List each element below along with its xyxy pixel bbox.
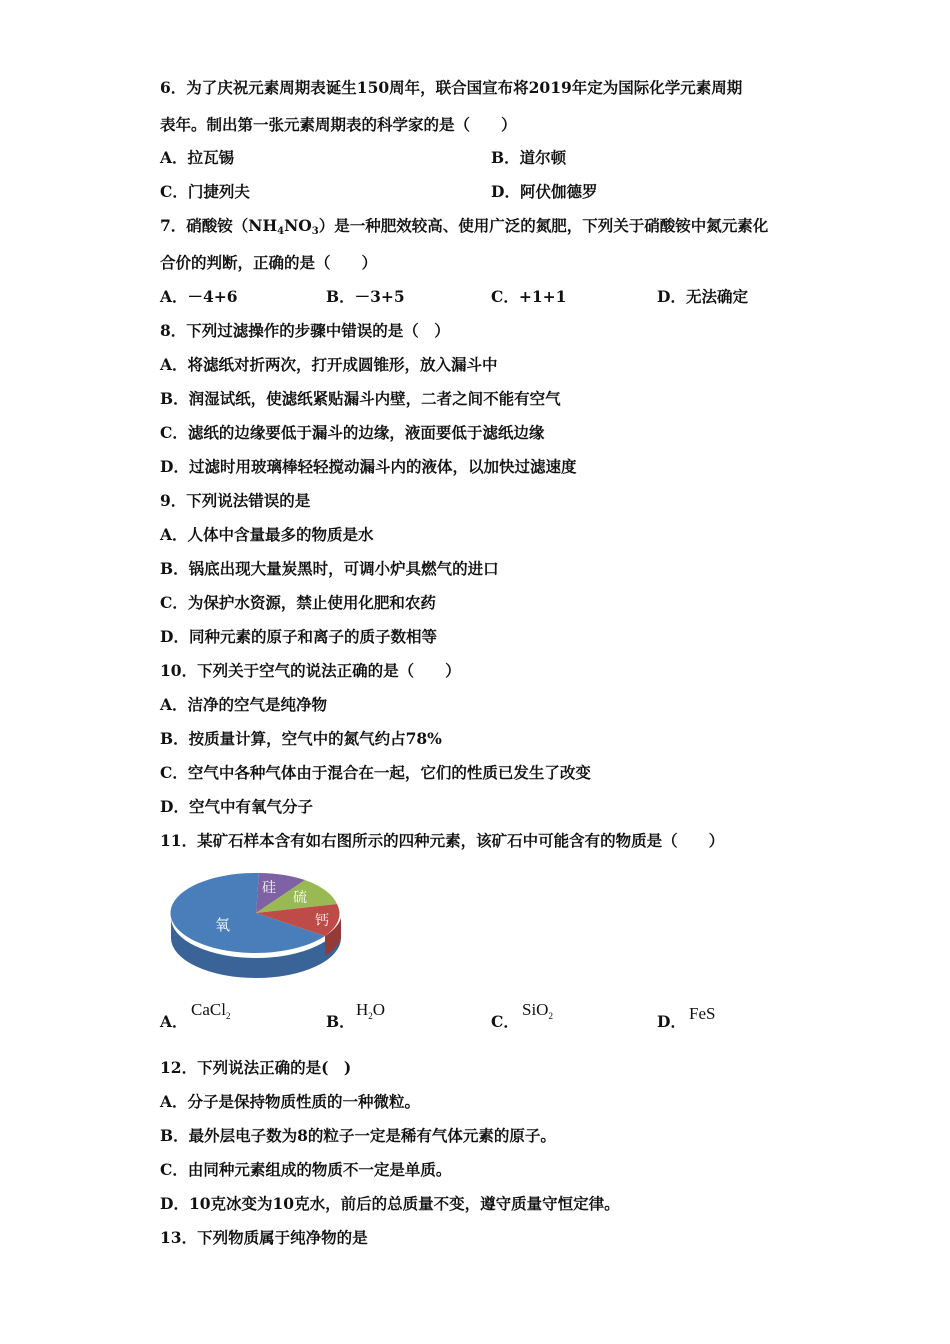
q7-option-c: C．+1+1 (491, 287, 567, 306)
q11-option-b-text-pre: H (356, 1000, 369, 1019)
q12-option-b: B．最外层电子数为8的粒子一定是稀有气体元素的原子。 (160, 1126, 556, 1145)
q11-option-b-sub: 2 (368, 1011, 373, 1021)
q12-option-a: A．分子是保持物质性质的一种微粒。 (160, 1092, 421, 1111)
q7-stem-pre: 7．硝酸铵（NH (160, 216, 278, 235)
q8-option-a: A．将滤纸对折两次，打开成圆锥形，放入漏斗中 (160, 355, 498, 374)
q11-option-b-text-post: O (372, 1000, 386, 1019)
q12-option-d: D．10克冰变为10克水，前后的总质量不变，遵守质量守恒定律。 (160, 1194, 620, 1213)
q11-option-a-letter: A． (160, 1012, 188, 1031)
q11-option-c-sub: 2 (548, 1011, 553, 1021)
q10-option-b: B．按质量计算，空气中的氮气约占78% (160, 729, 442, 748)
pie-label-calcium: 钙 (315, 913, 329, 929)
q11-option-d-letter: D． (657, 1012, 686, 1031)
pie-label-silicon: 硅 (262, 880, 276, 896)
q8-option-c: C．滤纸的边缘要低于漏斗的边缘，液面要低于滤纸边缘 (160, 423, 545, 442)
q6-option-a: A．拉瓦锡 (160, 148, 235, 167)
q7-stem-post: ）是一种肥效较高、使用广泛的氮肥，下列关于硝酸铵中氮元素化 (318, 216, 769, 235)
q11-option-c-letter: C． (491, 1012, 519, 1031)
q10-option-a: A．洁净的空气是纯净物 (160, 695, 328, 714)
q9-option-a: A．人体中含量最多的物质是水 (160, 525, 374, 544)
q10-stem: 10．下列关于空气的说法正确的是（ ） (160, 661, 461, 680)
q6-option-d: D．阿伏伽德罗 (491, 182, 598, 201)
q11-option-c-text: SiO (522, 1000, 549, 1019)
q11-option-b-formula (356, 1000, 385, 1026)
q7-stem-line2: 合价的判断，正确的是（ ） (160, 253, 378, 272)
q6-option-b: B．道尔顿 (491, 148, 567, 167)
q7-sub-3: 3 (311, 226, 319, 237)
q11-option-d-formula (689, 1004, 715, 1024)
q9-option-c: C．为保护水资源，禁止使用化肥和农药 (160, 593, 436, 612)
pie-label-oxygen: 氧 (215, 916, 231, 934)
q7-stem-mid: NO (284, 216, 312, 235)
q10-option-c: C．空气中各种气体由于混合在一起，它们的性质已发生了改变 (160, 763, 591, 782)
q12-option-c: C．由同种元素组成的物质不一定是单质。 (160, 1160, 452, 1179)
q9-option-b: B．锅底出现大量炭黑时，可调小炉具燃气的进口 (160, 559, 499, 578)
q12-stem: 12．下列说法正确的是( ) (160, 1058, 352, 1077)
q7-option-d: D．无法确定 (657, 287, 748, 306)
q11-option-a-text: CaCl (191, 1000, 226, 1019)
q11-option-a-formula (191, 1000, 230, 1026)
q7-option-b: B．－3+5 (326, 287, 405, 306)
q6-option-c: C．门捷列夫 (160, 182, 250, 201)
q7-stem-line1 (160, 216, 768, 242)
q8-option-d: D．过滤时用玻璃棒轻轻搅动漏斗内的液体，以加快过滤速度 (160, 457, 577, 476)
q8-stem: 8．下列过滤操作的步骤中错误的是（ ） (160, 321, 450, 340)
pie-label-sulfur: 硫 (293, 890, 307, 906)
q11-option-d-text: FeS (689, 1004, 716, 1023)
q10-option-d: D．空气中有氧气分子 (160, 797, 313, 816)
q11-option-c-formula (522, 1000, 553, 1026)
q6-stem-line1: 6．为了庆祝元素周期表诞生150周年，联合国宣布将2019年定为国际化学元素周期 (160, 78, 743, 97)
q6-stem-line2: 表年。制出第一张元素周期表的科学家的是（ ） (160, 115, 517, 134)
q9-option-d: D．同种元素的原子和离子的质子数相等 (160, 627, 437, 646)
q13-stem: 13．下列物质属于纯净物的是 (160, 1228, 368, 1247)
q11-option-b-letter: B． (326, 1012, 355, 1031)
q11-stem: 11．某矿石样本含有如右图所示的四种元素，该矿石中可能含有的物质是（ ） (160, 831, 725, 850)
element-pie-figure (165, 868, 350, 983)
q7-sub-4: 4 (277, 226, 285, 237)
q8-option-b: B．润湿试纸，使滤纸紧贴漏斗内壁，二者之间不能有空气 (160, 389, 561, 408)
q11-option-a-sub: 2 (225, 1011, 231, 1021)
q9-stem: 9．下列说法错误的是 (160, 491, 311, 510)
q7-option-a: A．－4+6 (160, 287, 238, 306)
